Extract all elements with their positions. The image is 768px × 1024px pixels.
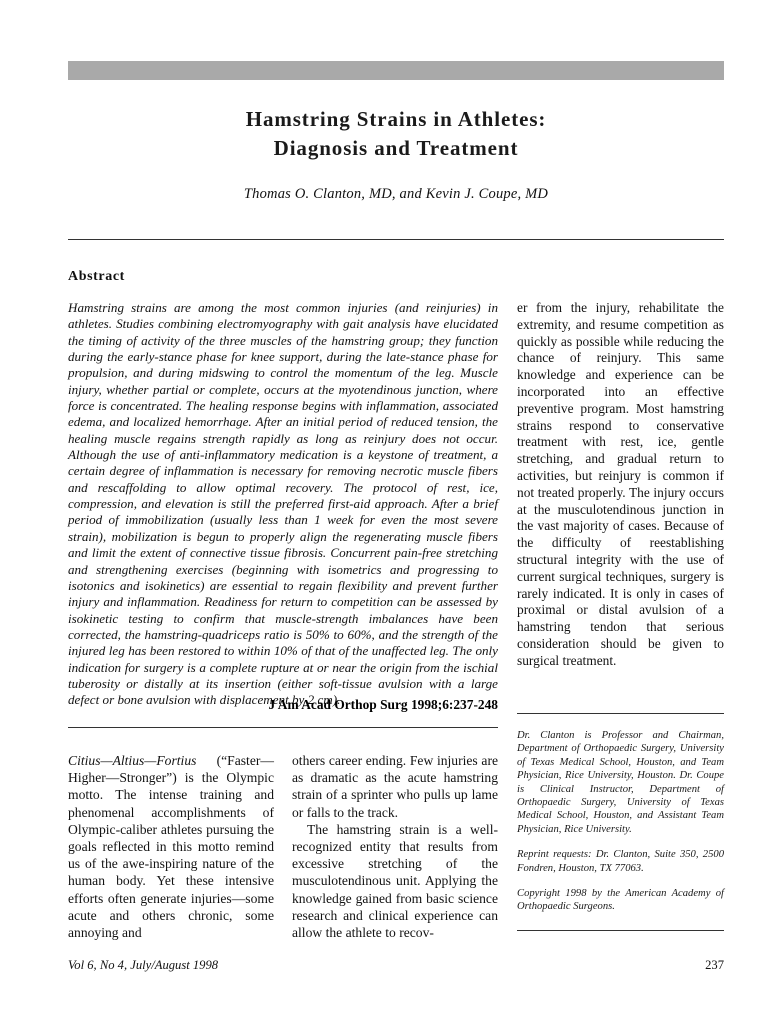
article-title-line-2: Diagnosis and Treatment	[273, 136, 519, 160]
journal-citation: J Am Acad Orthop Surg 1998;6:237-248	[268, 697, 498, 712]
intro-continuation-column: er from the injury, rehabilitate the extremity, and resume competition as quickly as possible while reducing the chance of reinjury. This same knowledge and experience can be incorporated into an effective preventive program. Most hamstring strains respond to conservative treatment with rest, ice, gentle stretching, and gradual return to activities, but reinjury is common if not treated properly. The injury occurs at the musculotendinous junction in the vast majority of cases. Because of the difficulty of reestablishing structural integrity with the use of current surgical techniques, surgery is rarely indicated. It is only in cases of proximal or distal avulsion of a hamstring tendon that serious consideration should be given to surgical treatment.	[517, 300, 724, 668]
body-column-one	[68, 752, 274, 941]
article-title-line-1: Hamstring Strains in Athletes:	[245, 107, 547, 131]
abstract-heading: Abstract	[68, 269, 125, 284]
page-title	[68, 105, 724, 163]
footer-issue-info: Vol 6, No 4, July/August 1998	[68, 958, 219, 972]
olympic-motto-rest: (“Faster—Higher—Stronger”) is the Olympic motto. The intense training and phenomenal accomplishments of Olympic-caliber athletes pursuing the goals reflected in this motto remind us of the awe-inspiring nature of the human body. Yet these intensive efforts often generate injuries—some acute and others chronic, some annoying and	[68, 753, 274, 941]
body-paragraph-one: others career ending. Few injuries are as dramatic as the acute hamstring strain of a sprinter who pulls up lame or falls to the track.	[292, 753, 498, 820]
body-paragraph-opening	[68, 752, 274, 941]
author-affiliation: Dr. Clanton is Professor and Chairman, Department of Orthopaedic Surgery, University of Texas Medical School, Houston, and Team Physician, Rice University, Houston. Dr. Coupe is Clinical Instructor, Department of Orthopaedic Surgery, University of Texas Medical School, Houston, and Assistant Team Physician, Rice University.	[517, 730, 724, 835]
copyright-notice: Copyright 1998 by the American Academy of Orthopaedic Surgeons.	[517, 888, 724, 913]
olympic-motto-latin: Citius—Altius—Fortius	[68, 753, 197, 768]
header-banner	[68, 61, 724, 80]
body-paragraph-two: The hamstring strain is a well-recognized entity that results from excessive stretching of the musculotendinous unit. Applying the knowledge gained from basic science research and clinical experience can allow the athlete to recov-	[292, 821, 498, 941]
author-notes-block	[517, 729, 724, 914]
body-column-two	[292, 752, 498, 941]
article-authors: Thomas O. Clanton, MD, and Kevin J. Coupe, MD	[243, 186, 549, 202]
divider-under-authors	[68, 239, 724, 240]
divider-below-copyright	[517, 930, 724, 931]
reprint-requests: Reprint requests: Dr. Clanton, Suite 350, 2500 Fondren, Houston, TX 77063.	[517, 849, 724, 874]
divider-above-affiliation	[517, 713, 724, 714]
article-title	[68, 105, 724, 163]
divider-above-body-text	[68, 727, 498, 728]
abstract-text: Hamstring strains are among the most common injuries (and reinjuries) in athletes. Studies combining electromyography with gait analysis have elucidated the timing of activity of the three muscles of the hamstring group; they function during the early-stance phase for knee support, during the late-stance phase for propulsion, and during midswing to control the momentum of the leg. Muscle injury, whether partial or complete, occurs at the myotendinous junction, where force is concentrated. The healing response begins with inflammation, associated edema, and localized hemorrhage. After an initial period of reduced tension, the healing muscle regains strength rapidly as long as reinjury does not occur. Although the use of anti-inflammatory medication is a keystone of treatment, a certain degree of inflammation is necessary for removing necrotic muscle fibers and rescaffolding to allow optimal recovery. The protocol of rest, ice, compression, and elevation is still the preferred first-aid approach. After a brief period of immobilization (usually less than 1 week for even the most severe strain), mobilization is begun to properly align the regenerating muscle fibers and limit the extent of connective tissue fibrosis. Concurrent pain-free stretching and strengthening exercises (beginning with isometrics and progressing to isotonics and isokinetics) are essential to regain flexibility and prevent further injury and inflammation. Readiness for return to competition can be assessed by isokinetic testing to confirm that muscle-strength imbalances have been corrected, the hamstring-quadriceps ratio is 50% to 60%, and the strength of the injured leg has been restored to within 10% of that of the unaffected leg. The only indication for surgery is a complete rupture at or near the origin from the ischial tuberosity or distally at its insertion (either soft-tissue avulsion with a large defect or bone avulsion with displacement by 2 cm).	[68, 300, 498, 708]
footer-page-number: 237	[705, 958, 724, 972]
